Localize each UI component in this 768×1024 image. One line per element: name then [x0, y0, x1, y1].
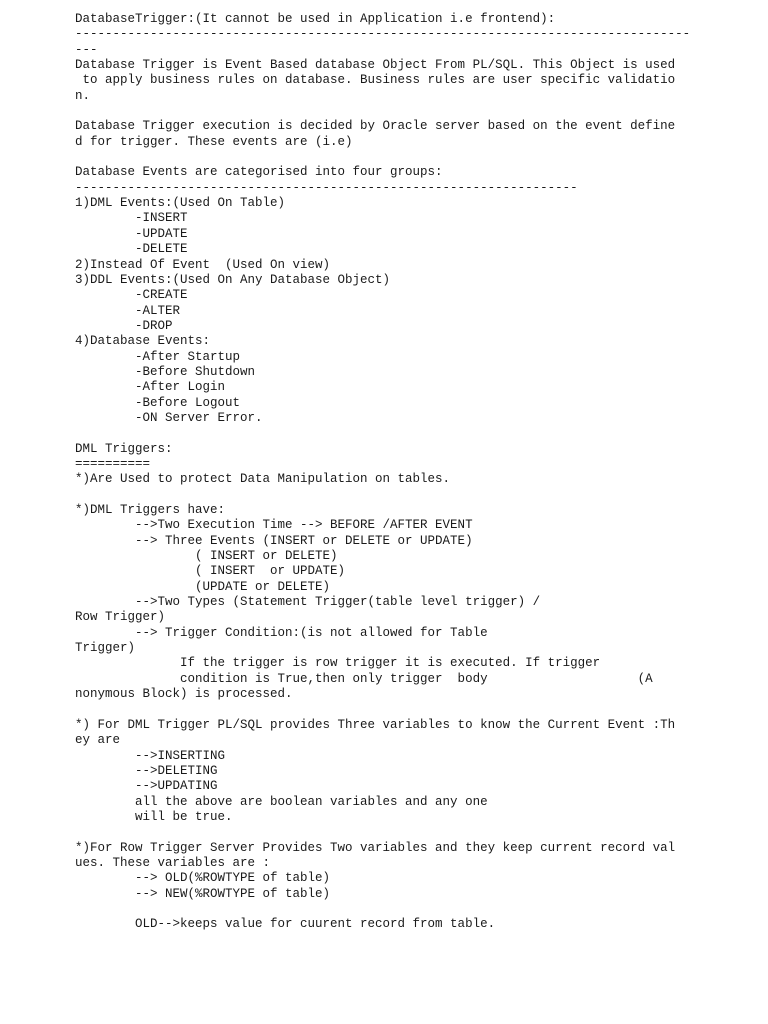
text-line: -INSERT: [75, 211, 188, 226]
text-line: DatabaseTrigger:(It cannot be used in Application i.e frontend):: [75, 12, 556, 26]
text-line: --> Trigger Condition:(is not allowed for Table: [75, 625, 488, 640]
text-line: -DROP: [75, 318, 173, 333]
text-line: -->INSERTING: [75, 748, 226, 763]
text-line: -->Two Types (Statement Trigger(table level trigger) /: [75, 595, 541, 610]
text-line: *)Are Used to protect Data Manipulation on tables.: [75, 472, 451, 487]
text-line: Trigger): [75, 641, 136, 656]
text-line: *)DML Triggers have:: [75, 503, 226, 517]
text-line: ( INSERT or DELETE): [75, 549, 338, 564]
text-line: 3)DDL Events:(Used On Any Database Object): [75, 272, 391, 287]
text-line: -->DELETING: [75, 763, 218, 778]
text-line: [75, 702, 715, 717]
text-line: *) For DML Trigger PL/SQL provides Three variables to know the Current Event :Th: [75, 717, 676, 732]
text-line: condition is True,then only trigger body (A: [75, 671, 653, 686]
text-line: ---: [75, 42, 98, 57]
text-line: -->UPDATING: [75, 779, 218, 794]
text-line: 2)Instead Of Event (Used On view): [75, 257, 331, 272]
text-line: [75, 902, 715, 917]
text-line: Database Trigger execution is decided by Oracle server based on the event define: [75, 119, 676, 134]
text-line: *)For Row Trigger Server Provides Two variables and they keep current record val: [75, 840, 676, 855]
text-line: If the trigger is row trigger it is executed. If trigger: [75, 656, 601, 671]
text-line: --> Three Events (INSERT or DELETE or UPDATE): [75, 533, 473, 548]
text-line: -------------------------------------------------------------------: [75, 180, 578, 195]
text-line: [75, 150, 715, 165]
text-line: DML Triggers:: [75, 441, 173, 456]
text-line: -CREATE: [75, 288, 188, 303]
text-line: -ON Server Error.: [75, 410, 263, 425]
text-line: to apply business rules on database. Business rules are user specific validatio: [75, 73, 676, 88]
text-line: n.: [75, 88, 91, 103]
text-line: OLD-->keeps value for cuurent record from table.: [75, 917, 496, 932]
text-line: [75, 488, 715, 503]
text-line: ( INSERT or UPDATE): [75, 564, 346, 579]
text-line: ----------------------------------------------------------------------------------: [75, 27, 691, 42]
text-line: -UPDATE: [75, 226, 188, 241]
text-line: nonymous Block) is processed.: [75, 687, 293, 702]
text-line: -After Login: [75, 380, 226, 395]
text-line: --> OLD(%ROWTYPE of table): [75, 871, 331, 886]
text-line: -After Startup: [75, 349, 241, 364]
text-line: -Before Shutdown: [75, 364, 256, 379]
text-line: -ALTER: [75, 303, 181, 318]
text-line: ues. These variables are :: [75, 855, 271, 870]
text-line: -Before Logout: [75, 395, 241, 410]
text-line: 4)Database Events:: [75, 334, 211, 349]
text-line: ==========: [75, 456, 151, 471]
text-line: ey are: [75, 733, 121, 748]
text-line: will be true.: [75, 809, 233, 824]
text-line: Database Events are categorised into four groups:: [75, 165, 443, 180]
text-line: --> NEW(%ROWTYPE of table): [75, 886, 331, 901]
text-line: all the above are boolean variables and any one: [75, 794, 488, 809]
text-line: [75, 825, 715, 840]
document-page: [75, 12, 715, 933]
text-line: (UPDATE or DELETE): [75, 579, 331, 594]
text-line: [75, 104, 715, 119]
text-line: -->Two Execution Time --> BEFORE /AFTER EVENT: [75, 518, 473, 533]
text-line: d for trigger. These events are (i.e): [75, 134, 353, 149]
text-line: 1)DML Events:(Used On Table): [75, 196, 286, 211]
text-line: Database Trigger is Event Based database Object From PL/SQL. This Object is used: [75, 58, 676, 73]
text-line: Row Trigger): [75, 610, 166, 625]
text-line: [75, 426, 715, 441]
text-line: -DELETE: [75, 242, 188, 257]
